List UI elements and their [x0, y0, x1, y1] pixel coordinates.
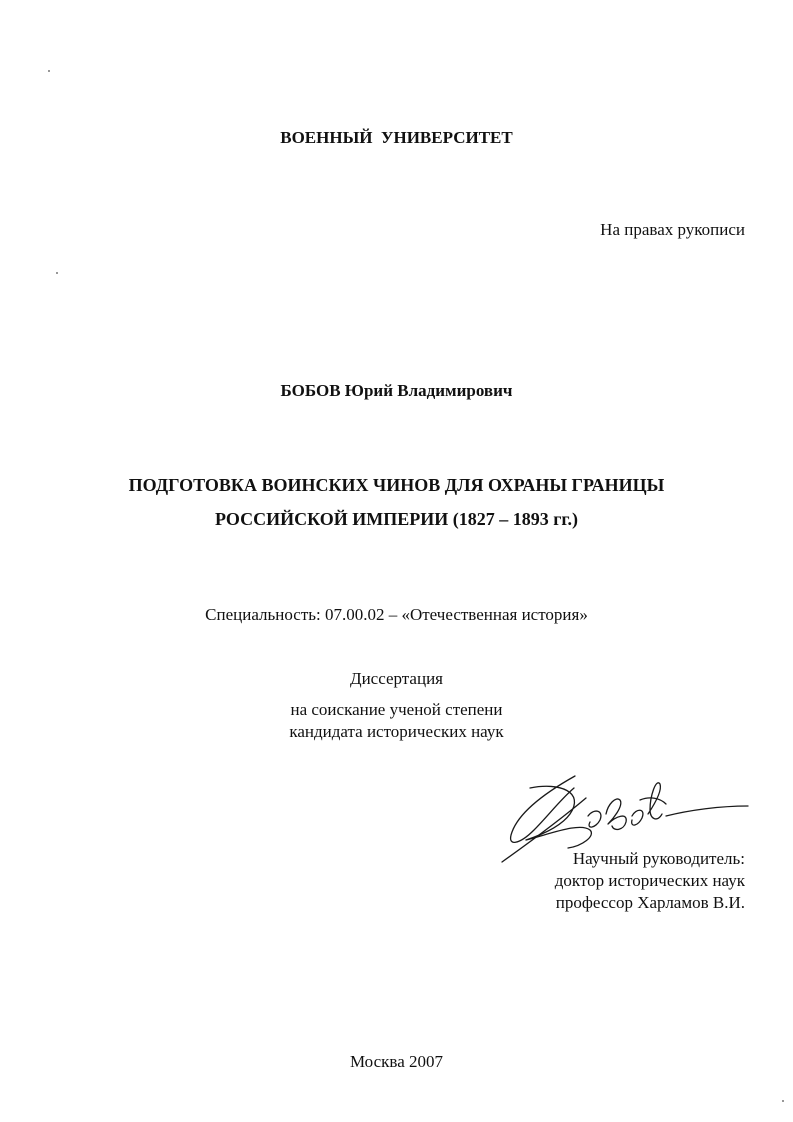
document-type: Диссертация [349, 669, 443, 688]
specialty: Специальность: 07.00.02 – «Отечественная история» [205, 605, 588, 624]
degree-line-1: на соискание ученой степени [290, 700, 503, 719]
scan-speck [782, 1100, 784, 1102]
dissertation-title-line-1: ПОДГОТОВКА ВОИНСКИХ ЧИНОВ ДЛЯ ОХРАНЫ ГРАНИЦЫ [128, 475, 665, 495]
supervisor-role: Научный руководитель: [572, 849, 745, 868]
degree-line-2: кандидата исторических наук [289, 722, 504, 741]
author-surname: БОБОВ [280, 381, 341, 400]
supervisor-degree: доктор исторических наук [554, 871, 745, 890]
institution-name: ВОЕННЫЙ УНИВЕРСИТЕТ [280, 128, 513, 147]
supervisor-name: профессор Харламов В.И. [555, 893, 745, 912]
manuscript-note: На правах рукописи [600, 220, 745, 239]
author-given-names: Юрий Владимирович [344, 381, 513, 400]
author-name [0, 380, 793, 402]
scan-speck [48, 70, 50, 72]
scan-speck [56, 272, 58, 274]
city-and-year: Москва 2007 [349, 1052, 444, 1071]
dissertation-title-line-2: РОССИЙСКОЙ ИМПЕРИИ (1827 – 1893 гг.) [214, 509, 578, 529]
